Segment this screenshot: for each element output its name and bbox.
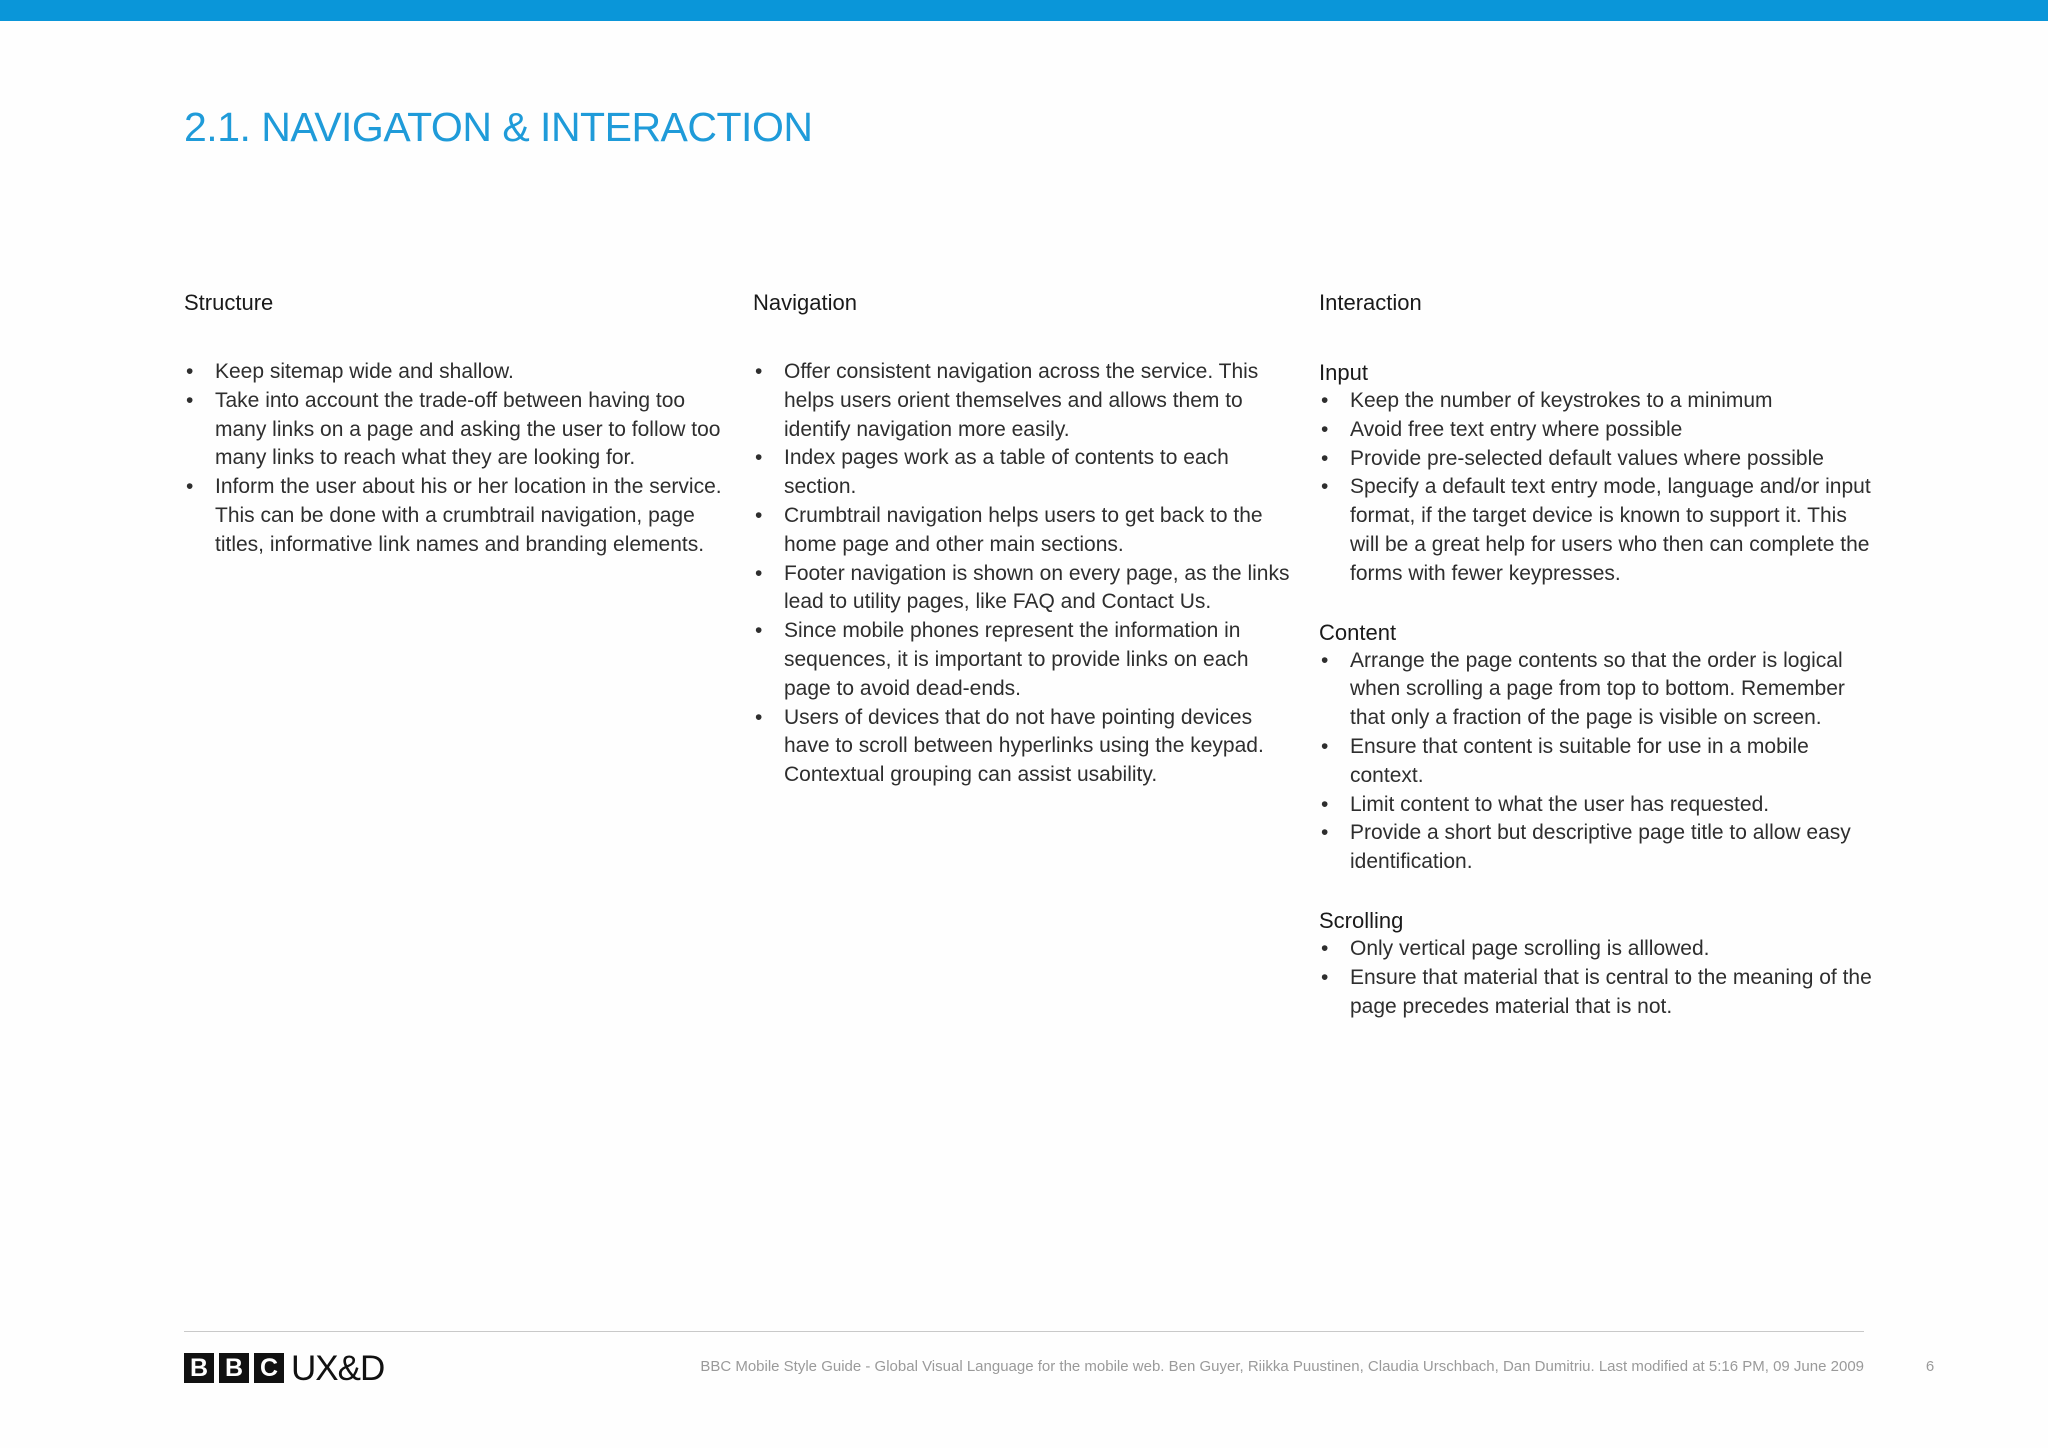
list-item: • Index pages work as a table of contents to each section. (753, 444, 1293, 502)
logo-letter-box: C (254, 1353, 284, 1383)
logo-suffix: UX&D (291, 1348, 385, 1388)
content-list (1319, 647, 1879, 877)
structure-column (184, 288, 724, 560)
top-accent-bar (0, 0, 2048, 21)
input-heading: Input (1319, 360, 1368, 385)
list-item: • Offer consistent navigation across the service. This helps users orient themselves and allows them to identify navigation more easily. (753, 358, 1293, 444)
list-item: • Arrange the page contents so that the order is logical when scrolling a page from top to bottom. Remember that only a fraction of the page is visible on screen. (1319, 647, 1879, 733)
logo-letter-box: B (219, 1353, 249, 1383)
footer-credit: BBC Mobile Style Guide - Global Visual Language for the mobile web. Ben Guyer, Riikka Puustinen, Claudia Urschbach, Dan Dumitriu. Last modified at 5:16 PM, 09 June 2009 (700, 1358, 1864, 1375)
bbc-uxd-logo (184, 1348, 385, 1388)
list-item: • Specify a default text entry mode, language and/or input format, if the target device is known to support it. This will be a great help for users who then can complete the forms with fewer keypresses. (1319, 473, 1879, 588)
scrolling-heading: Scrolling (1319, 907, 1404, 933)
list-item: • Ensure that material that is central to the meaning of the page precedes material that is not. (1319, 964, 1879, 1022)
list-item: • Provide pre-selected default values where possible (1319, 445, 1879, 474)
list-item: • Users of devices that do not have pointing devices have to scroll between hyperlinks using the keypad. Contextual grouping can assist usability. (753, 704, 1293, 790)
list-item: • Only vertical page scrolling is alllowed. (1319, 935, 1879, 964)
logo-letter-box: B (184, 1353, 214, 1383)
interaction-heading: Interaction (1319, 290, 1422, 315)
input-list (1319, 387, 1879, 589)
navigation-heading: Navigation (753, 290, 857, 315)
navigation-column (753, 288, 1293, 790)
list-item: • Provide a short but descriptive page title to allow easy identification. (1319, 819, 1879, 877)
list-item: • Since mobile phones represent the information in sequences, it is important to provide links on each page to avoid dead-ends. (753, 617, 1293, 703)
structure-heading: Structure (184, 290, 274, 315)
list-item: • Crumbtrail navigation helps users to get back to the home page and other main sections. (753, 502, 1293, 560)
interaction-column (1319, 288, 1879, 1050)
scrolling-section (1319, 906, 1879, 1021)
page-title: 2.1. NAVIGATON & INTERACTION (184, 104, 813, 150)
list-item: • Keep sitemap wide and shallow. (184, 358, 724, 387)
page-number: 6 (1925, 1358, 1935, 1375)
input-section (1319, 358, 1879, 589)
footer-divider (184, 1331, 1864, 1332)
list-item: • Ensure that content is suitable for use in a mobile context. (1319, 733, 1879, 791)
structure-list (184, 358, 724, 560)
list-item: • Footer navigation is shown on every page, as the links lead to utility pages, like FAQ and Contact Us. (753, 560, 1293, 618)
list-item: • Avoid free text entry where possible (1319, 416, 1879, 445)
scrolling-list (1319, 935, 1879, 1021)
list-item: • Inform the user about his or her location in the service. This can be done with a crumbtrail navigation, page titles, informative link names and branding elements. (184, 473, 724, 559)
navigation-list (753, 358, 1293, 790)
content-section (1319, 618, 1879, 877)
list-item: • Limit content to what the user has requested. (1319, 791, 1879, 820)
list-item: • Take into account the trade-off between having too many links on a page and asking the user to follow too many links to reach what they are looking for. (184, 387, 724, 473)
content-heading: Content (1319, 619, 1397, 645)
list-item: • Keep the number of keystrokes to a minimum (1319, 387, 1879, 416)
